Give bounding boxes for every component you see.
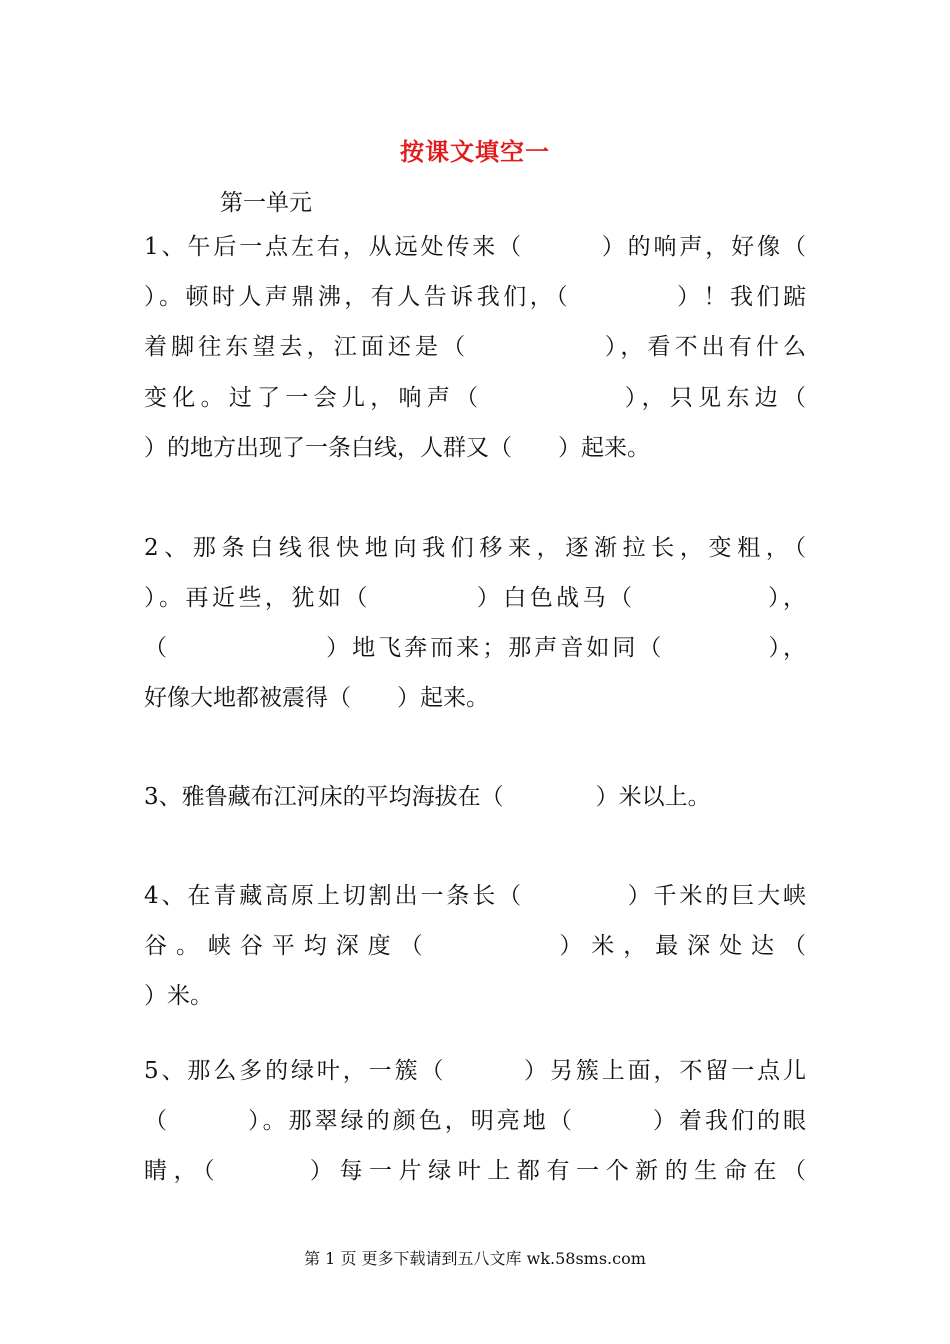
- text-line: ）。再近些，犹如（ ）白色战马（ ），: [144, 585, 806, 611]
- unit-heading: 第一单元: [220, 190, 312, 216]
- text-line: ）。顿时人声鼎沸，有人告诉我们，（ ）！我们踮: [144, 284, 806, 310]
- text-line: 3、雅鲁藏布江河床的平均海拔在（ ）米以上。: [144, 784, 711, 810]
- text-line: 5、那么多的绿叶，一簇（ ）另簇上面，不留一点儿: [144, 1058, 806, 1084]
- text-line: ）米。: [144, 983, 213, 1009]
- text-line: 4、在青藏高原上切割出一条长（ ）千米的巨大峡: [144, 883, 806, 909]
- text-line: 着脚往东望去，江面还是（ ），看不出有什么: [144, 334, 806, 360]
- text-line: 变化。过了一会儿，响声（ ），只见东边（: [144, 385, 806, 411]
- text-line: 1、午后一点左右，从远处传来（ ）的响声，好像（: [144, 234, 806, 260]
- text-line: 谷。峡谷平均深度（ ）米，最深处达（: [144, 933, 806, 959]
- text-line: （ ）地飞奔而来；那声音如同（ ），: [144, 635, 806, 661]
- text-line: ）的地方出现了一条白线，人群又（ ）起来。: [144, 435, 650, 461]
- text-line: 睛，（ ）每一片绿叶上都有一个新的生命在（: [144, 1158, 806, 1184]
- text-line: 好像大地都被震得（ ）起来。: [144, 685, 489, 711]
- page-footer: 第 1 页 更多下载请到五八文库 wk.58sms.com: [304, 1249, 646, 1268]
- document-title: 按课文填空一: [400, 137, 550, 166]
- text-line: （ ）。那翠绿的颜色，明亮地（ ）着我们的眼: [144, 1108, 806, 1134]
- text-line: 2、那条白线很快地向我们移来，逐渐拉长，变粗，（: [144, 535, 806, 561]
